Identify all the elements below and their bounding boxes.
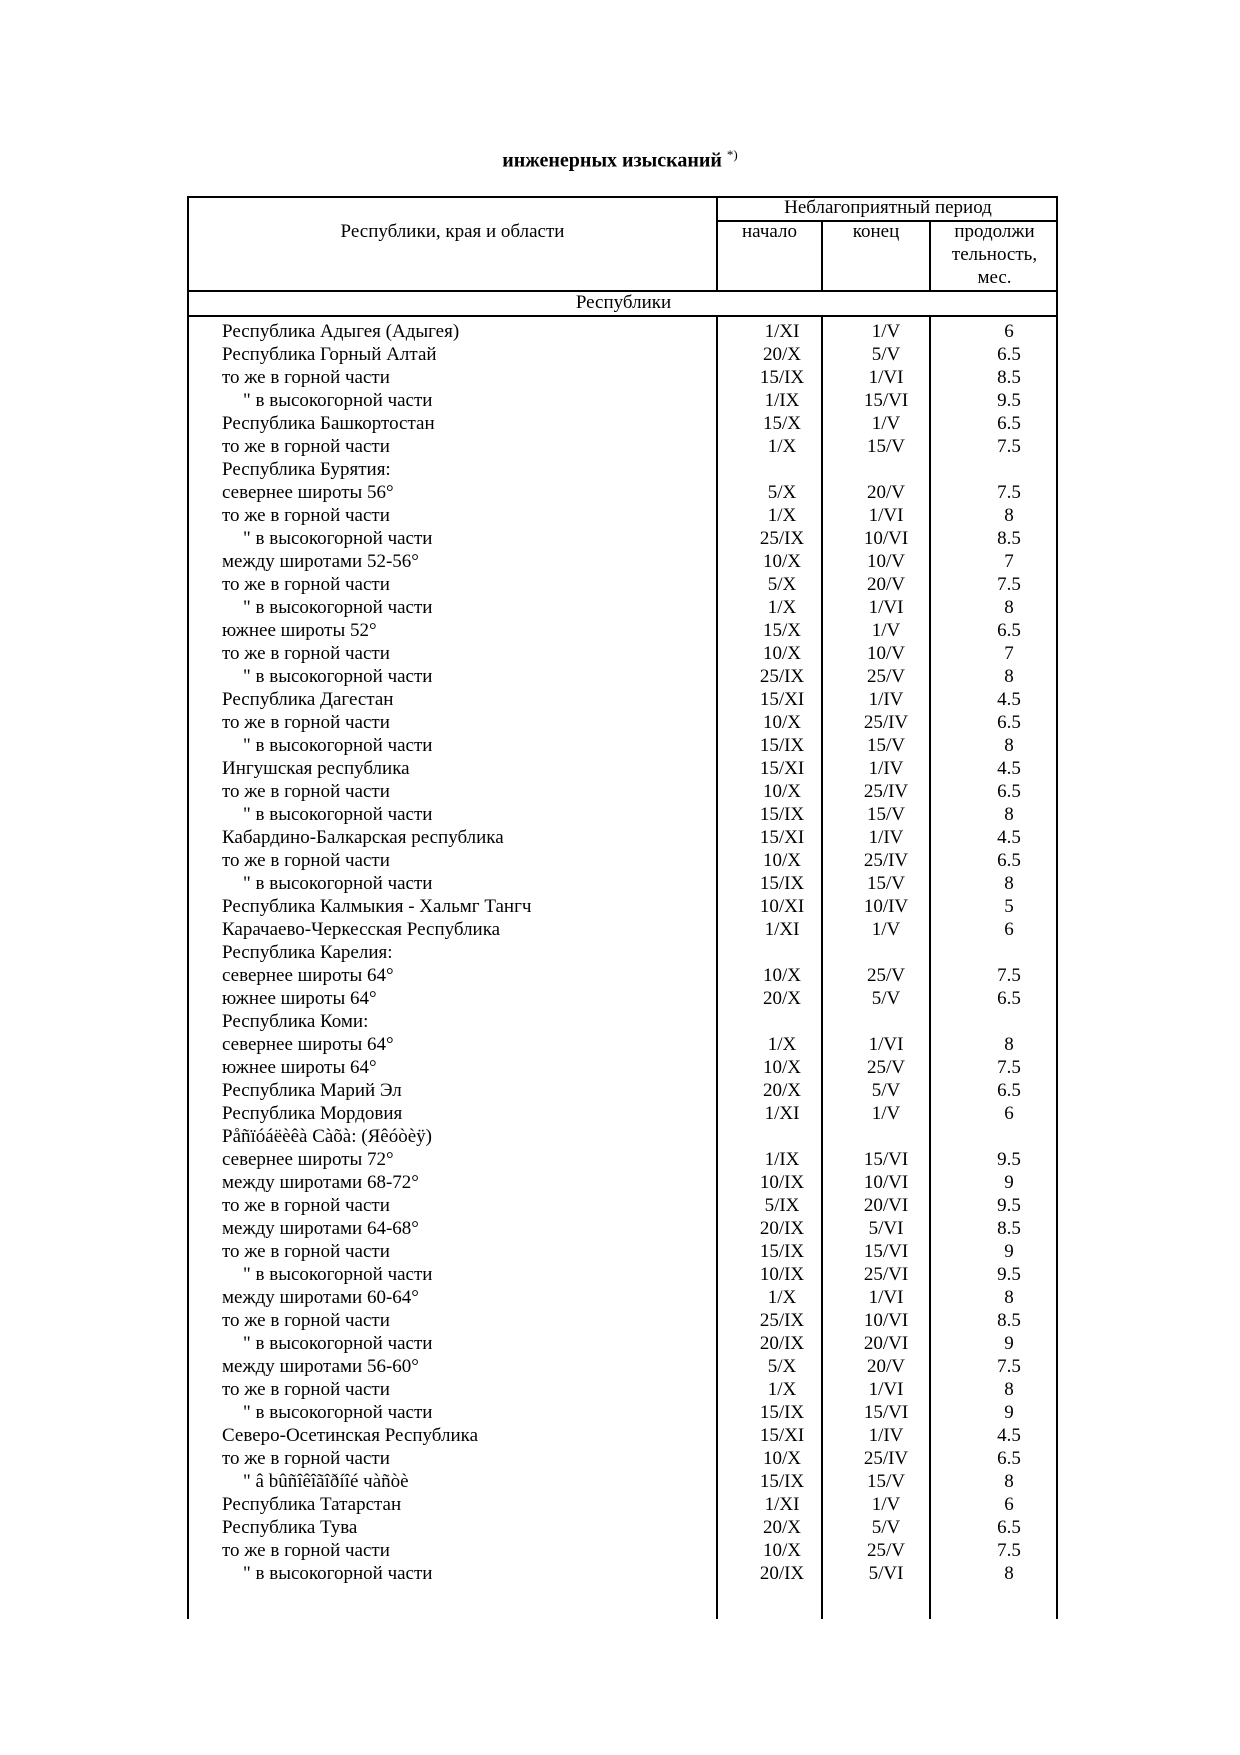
- table-row: [0, 320, 1240, 343]
- end-cell: 15/V: [867, 1471, 905, 1492]
- start-cell: 15/X: [763, 413, 801, 434]
- end-cell: 1/IV: [868, 827, 904, 848]
- duration-cell: 7: [1004, 643, 1014, 664]
- duration-cell: 8.5: [997, 1218, 1021, 1239]
- start-cell: 20/IX: [759, 1218, 805, 1239]
- region-cell: Республика Башкортостан: [222, 413, 435, 434]
- start-cell: 10/X: [763, 1448, 801, 1469]
- duration-cell: 7.5: [997, 1057, 1021, 1078]
- end-cell: 10/IV: [863, 896, 909, 917]
- duration-cell: 6.5: [997, 344, 1021, 365]
- end-cell: 15/V: [867, 873, 905, 894]
- end-cell: 1/VI: [868, 505, 904, 526]
- table-row: [0, 1470, 1240, 1493]
- start-cell: 1/XI: [764, 919, 800, 940]
- table-row: [0, 826, 1240, 849]
- table-row: [0, 389, 1240, 412]
- end-cell: 1/VI: [868, 1379, 904, 1400]
- table-row: [0, 366, 1240, 389]
- table-row: [0, 1217, 1240, 1240]
- duration-cell: 9.5: [997, 390, 1021, 411]
- duration-cell: 7.5: [997, 436, 1021, 457]
- start-cell: 10/X: [763, 965, 801, 986]
- start-cell: 15/IX: [759, 873, 805, 894]
- end-cell: 15/V: [867, 804, 905, 825]
- table-row: [0, 1493, 1240, 1516]
- table-row: [0, 1378, 1240, 1401]
- region-cell: севернее широты 64°: [222, 965, 394, 986]
- region-cell: то же в горной части: [222, 505, 390, 526]
- table-row: [0, 849, 1240, 872]
- start-cell: 15/IX: [759, 1241, 805, 1262]
- end-cell: 20/VI: [863, 1333, 909, 1354]
- end-cell: 25/V: [867, 1540, 905, 1561]
- duration-cell: 8: [1004, 1379, 1014, 1400]
- region-cell: Кабардино-Балкарская республика: [222, 827, 504, 848]
- duration-cell: 6: [1004, 1494, 1014, 1515]
- start-cell: 1/X: [767, 597, 797, 618]
- table-row: [0, 1010, 1240, 1033]
- duration-cell: 9: [1004, 1241, 1014, 1262]
- table-row: [0, 1125, 1240, 1148]
- table-row: [0, 964, 1240, 987]
- table-row: [0, 1424, 1240, 1447]
- start-cell: 15/X: [763, 620, 801, 641]
- region-cell: южнее широты 64°: [222, 1057, 377, 1078]
- duration-cell: 6.5: [997, 712, 1021, 733]
- region-cell: Республика Коми:: [222, 1011, 369, 1032]
- region-cell: южнее широты 64°: [222, 988, 377, 1009]
- region-cell: то же в горной части: [222, 436, 390, 457]
- end-cell: 5/V: [871, 1517, 901, 1538]
- end-cell: 5/V: [871, 1080, 901, 1101]
- duration-cell: 9.5: [997, 1195, 1021, 1216]
- start-cell: 1/X: [767, 1379, 797, 1400]
- start-cell: 10/X: [763, 850, 801, 871]
- duration-cell: 4.5: [997, 758, 1021, 779]
- start-cell: 10/X: [763, 1540, 801, 1561]
- duration-cell: 8.5: [997, 528, 1021, 549]
- table-row: [0, 1401, 1240, 1424]
- duration-cell: 6.5: [997, 1517, 1021, 1538]
- duration-cell: 5: [1004, 896, 1014, 917]
- duration-cell: 6.5: [997, 850, 1021, 871]
- end-cell: 5/VI: [868, 1563, 904, 1584]
- start-cell: 1/XI: [764, 321, 800, 342]
- header-duration-line-3: мес.: [977, 267, 1012, 288]
- title-text: инженерных изысканий: [502, 149, 727, 172]
- duration-cell: 6.5: [997, 781, 1021, 802]
- duration-cell: 6.5: [997, 1448, 1021, 1469]
- end-cell: 20/VI: [863, 1195, 909, 1216]
- end-cell: 10/V: [867, 551, 905, 572]
- header-duration-line-1: продолжи: [954, 221, 1035, 242]
- table-row: [0, 1102, 1240, 1125]
- region-cell: Республика Татарстан: [222, 1494, 402, 1515]
- end-cell: 25/VI: [863, 1264, 909, 1285]
- start-cell: 1/X: [767, 436, 797, 457]
- end-cell: 15/V: [867, 735, 905, 756]
- start-cell: 25/IX: [759, 528, 805, 549]
- duration-cell: 9: [1004, 1333, 1014, 1354]
- duration-cell: 9.5: [997, 1264, 1021, 1285]
- table-row: [0, 780, 1240, 803]
- duration-cell: 7.5: [997, 965, 1021, 986]
- region-cell: " в высокогорной части: [243, 666, 433, 687]
- region-cell: Республика Дагестан: [222, 689, 394, 710]
- start-cell: 10/X: [763, 781, 801, 802]
- table-row: [0, 734, 1240, 757]
- start-cell: 1/IX: [764, 390, 800, 411]
- end-cell: 1/IV: [868, 1425, 904, 1446]
- table-row: [0, 872, 1240, 895]
- duration-cell: 8: [1004, 505, 1014, 526]
- table-row: [0, 1332, 1240, 1355]
- start-cell: 10/X: [763, 643, 801, 664]
- table-row: [0, 987, 1240, 1010]
- table-row: [0, 941, 1240, 964]
- table-row: [0, 412, 1240, 435]
- table-row: [0, 504, 1240, 527]
- duration-cell: 7.5: [997, 574, 1021, 595]
- duration-cell: 8.5: [997, 1310, 1021, 1331]
- end-cell: 25/IV: [863, 850, 909, 871]
- end-cell: 20/V: [867, 574, 905, 595]
- duration-cell: 9: [1004, 1172, 1014, 1193]
- duration-cell: 8: [1004, 1287, 1014, 1308]
- region-cell: севернее широты 64°: [222, 1034, 394, 1055]
- region-cell: то же в горной части: [222, 1379, 390, 1400]
- end-cell: 15/VI: [863, 390, 909, 411]
- duration-cell: 8: [1004, 873, 1014, 894]
- region-cell: Республика Горный Алтай: [222, 344, 437, 365]
- end-cell: 5/V: [871, 344, 901, 365]
- table-row: [0, 481, 1240, 504]
- duration-cell: 9: [1004, 1402, 1014, 1423]
- end-cell: 15/VI: [863, 1241, 909, 1262]
- table-row: [0, 573, 1240, 596]
- table-row: [0, 1079, 1240, 1102]
- table-row: [0, 665, 1240, 688]
- start-cell: 1/X: [767, 1287, 797, 1308]
- duration-cell: 6.5: [997, 1080, 1021, 1101]
- start-cell: 15/IX: [759, 804, 805, 825]
- page-title: [0, 147, 1240, 173]
- end-cell: 10/VI: [863, 1310, 909, 1331]
- end-cell: 25/V: [867, 965, 905, 986]
- start-cell: 25/IX: [759, 1310, 805, 1331]
- region-cell: Республика Мордовия: [222, 1103, 403, 1124]
- duration-cell: 4.5: [997, 827, 1021, 848]
- region-cell: между широтами 56-60°: [222, 1356, 419, 1377]
- table-row: [0, 1194, 1240, 1217]
- region-cell: то же в горной части: [222, 1241, 390, 1262]
- table-row: [0, 688, 1240, 711]
- end-cell: 1/V: [871, 1103, 901, 1124]
- table-row: [0, 1171, 1240, 1194]
- table-row: [0, 1056, 1240, 1079]
- table-row: [0, 435, 1240, 458]
- region-cell: " в высокогорной части: [243, 1264, 433, 1285]
- duration-cell: 4.5: [997, 1425, 1021, 1446]
- start-cell: 20/IX: [759, 1333, 805, 1354]
- region-cell: " в высокогорной части: [243, 597, 433, 618]
- table-row: [0, 1355, 1240, 1378]
- duration-cell: 8: [1004, 666, 1014, 687]
- region-cell: Республика Калмыкия - Хальмг Тангч: [222, 896, 532, 917]
- start-cell: 1/IX: [764, 1149, 800, 1170]
- duration-cell: 6.5: [997, 988, 1021, 1009]
- end-cell: 1/IV: [868, 689, 904, 710]
- region-cell: " в высокогорной части: [243, 735, 433, 756]
- region-cell: " â bûñîêîãîðíîé чàñòè: [243, 1471, 409, 1492]
- duration-cell: 8: [1004, 1034, 1014, 1055]
- start-cell: 10/IX: [759, 1264, 805, 1285]
- start-cell: 5/X: [767, 1356, 797, 1377]
- duration-cell: 4.5: [997, 689, 1021, 710]
- region-cell: то же в горной части: [222, 367, 390, 388]
- footnote-mark: *): [726, 147, 738, 162]
- end-cell: 25/IV: [863, 712, 909, 733]
- duration-cell: 8: [1004, 597, 1014, 618]
- table-row: [0, 1148, 1240, 1171]
- region-cell: Республика Бурятия:: [222, 459, 391, 480]
- duration-cell: 6: [1004, 321, 1014, 342]
- end-cell: 20/V: [867, 482, 905, 503]
- section-title: Республики: [575, 292, 672, 313]
- start-cell: 15/XI: [759, 689, 805, 710]
- region-cell: севернее широты 56°: [222, 482, 394, 503]
- region-cell: Северо-Осетинская Республика: [222, 1425, 479, 1446]
- header-start: начало: [742, 221, 797, 242]
- start-cell: 10/XI: [759, 896, 805, 917]
- end-cell: 1/VI: [868, 1287, 904, 1308]
- duration-cell: 9.5: [997, 1149, 1021, 1170]
- region-cell: " в высокогорной части: [243, 1402, 433, 1423]
- table-row: [0, 1240, 1240, 1263]
- end-cell: 25/IV: [863, 1448, 909, 1469]
- start-cell: 15/IX: [759, 1402, 805, 1423]
- start-cell: 20/X: [763, 988, 801, 1009]
- start-cell: 1/X: [767, 1034, 797, 1055]
- table-row: [0, 458, 1240, 481]
- region-cell: то же в горной части: [222, 1310, 390, 1331]
- region-cell: " в высокогорной части: [243, 804, 433, 825]
- end-cell: 10/VI: [863, 1172, 909, 1193]
- start-cell: 1/X: [767, 505, 797, 526]
- end-cell: 25/V: [867, 666, 905, 687]
- duration-cell: 8: [1004, 1563, 1014, 1584]
- section-bottom-line: [187, 315, 1058, 317]
- table-body: [0, 320, 1240, 1585]
- start-cell: 10/X: [763, 1057, 801, 1078]
- duration-cell: 8: [1004, 1471, 1014, 1492]
- duration-cell: 7.5: [997, 482, 1021, 503]
- region-cell: " в высокогорной части: [243, 1333, 433, 1354]
- header-duration-line-2: тельность,: [951, 244, 1038, 265]
- table-row: [0, 596, 1240, 619]
- end-cell: 1/V: [871, 413, 901, 434]
- region-cell: Карачаево-Черкесская Республика: [222, 919, 501, 940]
- region-cell: " в высокогорной части: [243, 873, 433, 894]
- duration-cell: 7.5: [997, 1356, 1021, 1377]
- start-cell: 5/X: [767, 482, 797, 503]
- end-cell: 5/V: [871, 988, 901, 1009]
- start-cell: 5/X: [767, 574, 797, 595]
- table-row: [0, 757, 1240, 780]
- end-cell: 1/V: [871, 620, 901, 641]
- region-cell: то же в горной части: [222, 781, 390, 802]
- table-row: [0, 1286, 1240, 1309]
- region-cell: то же в горной части: [222, 1448, 390, 1469]
- start-cell: 15/XI: [759, 827, 805, 848]
- start-cell: 20/X: [763, 1517, 801, 1538]
- end-cell: 10/VI: [863, 528, 909, 549]
- table-row: [0, 1516, 1240, 1539]
- header-end: конец: [852, 221, 900, 242]
- table-row: [0, 1562, 1240, 1585]
- end-cell: 1/VI: [868, 367, 904, 388]
- duration-cell: 7.5: [997, 1540, 1021, 1561]
- duration-cell: 8: [1004, 804, 1014, 825]
- region-cell: Ингушская республика: [222, 758, 410, 779]
- duration-cell: 6.5: [997, 620, 1021, 641]
- header-group: Неблагоприятный период: [784, 197, 992, 218]
- table-row: [0, 711, 1240, 734]
- end-cell: 1/V: [871, 321, 901, 342]
- start-cell: 15/IX: [759, 367, 805, 388]
- region-cell: то же в горной части: [222, 1540, 390, 1561]
- start-cell: 15/IX: [759, 1471, 805, 1492]
- table-row: [0, 550, 1240, 573]
- end-cell: 20/V: [867, 1356, 905, 1377]
- end-cell: 25/V: [867, 1057, 905, 1078]
- region-cell: между широтами 52-56°: [222, 551, 419, 572]
- end-cell: 1/VI: [868, 1034, 904, 1055]
- region-cell: то же в горной части: [222, 1195, 390, 1216]
- table-row: [0, 1447, 1240, 1470]
- table-row: [0, 1033, 1240, 1056]
- region-cell: севернее широты 72°: [222, 1149, 394, 1170]
- duration-cell: 6: [1004, 919, 1014, 940]
- header-region: Республики, края и области: [340, 221, 565, 242]
- end-cell: 1/VI: [868, 597, 904, 618]
- duration-cell: 6: [1004, 1103, 1014, 1124]
- region-cell: между широтами 68-72°: [222, 1172, 419, 1193]
- start-cell: 1/XI: [764, 1494, 800, 1515]
- start-cell: 15/XI: [759, 1425, 805, 1446]
- table-row: [0, 642, 1240, 665]
- region-cell: " в высокогорной части: [243, 528, 433, 549]
- region-cell: между широтами 64-68°: [222, 1218, 419, 1239]
- duration-cell: 6.5: [997, 413, 1021, 434]
- end-cell: 15/VI: [863, 1402, 909, 1423]
- region-cell: то же в горной части: [222, 643, 390, 664]
- table-row: [0, 803, 1240, 826]
- start-cell: 10/X: [763, 551, 801, 572]
- table-row: [0, 918, 1240, 941]
- duration-cell: 8: [1004, 735, 1014, 756]
- table-row: [0, 343, 1240, 366]
- start-cell: 10/X: [763, 712, 801, 733]
- start-cell: 15/IX: [759, 735, 805, 756]
- end-cell: 25/IV: [863, 781, 909, 802]
- end-cell: 15/V: [867, 436, 905, 457]
- header-duration: [931, 220, 1058, 289]
- start-cell: 5/IX: [764, 1195, 800, 1216]
- region-cell: Республика Адыгея (Адыгея): [222, 321, 460, 342]
- region-cell: Республика Марий Эл: [222, 1080, 402, 1101]
- start-cell: 15/XI: [759, 758, 805, 779]
- end-cell: 5/VI: [868, 1218, 904, 1239]
- table-row: [0, 1263, 1240, 1286]
- table-row: [0, 527, 1240, 550]
- table-row: [0, 1309, 1240, 1332]
- start-cell: 1/XI: [764, 1103, 800, 1124]
- region-cell: " в высокогорной части: [243, 390, 433, 411]
- region-cell: то же в горной части: [222, 850, 390, 871]
- region-cell: " в высокогорной части: [243, 1563, 433, 1584]
- end-cell: 1/V: [871, 1494, 901, 1515]
- start-cell: 20/IX: [759, 1563, 805, 1584]
- table-row: [0, 895, 1240, 918]
- region-cell: Республика Карелия:: [222, 942, 393, 963]
- table-row: [0, 619, 1240, 642]
- region-cell: между широтами 60-64°: [222, 1287, 419, 1308]
- region-cell: южнее широты 52°: [222, 620, 377, 641]
- table-row: [0, 1539, 1240, 1562]
- region-cell: то же в горной части: [222, 574, 390, 595]
- region-cell: Республика Тува: [222, 1517, 358, 1538]
- duration-cell: 8.5: [997, 367, 1021, 388]
- start-cell: 20/X: [763, 344, 801, 365]
- start-cell: 20/X: [763, 1080, 801, 1101]
- end-cell: 1/IV: [868, 758, 904, 779]
- start-cell: 25/IX: [759, 666, 805, 687]
- duration-cell: 7: [1004, 551, 1014, 572]
- end-cell: 10/V: [867, 643, 905, 664]
- end-cell: 1/V: [871, 919, 901, 940]
- end-cell: 15/VI: [863, 1149, 909, 1170]
- start-cell: 10/IX: [759, 1172, 805, 1193]
- region-cell: то же в горной части: [222, 712, 390, 733]
- region-cell: Påñïóáëèêà Càõà: (Яêóòèÿ): [222, 1126, 432, 1147]
